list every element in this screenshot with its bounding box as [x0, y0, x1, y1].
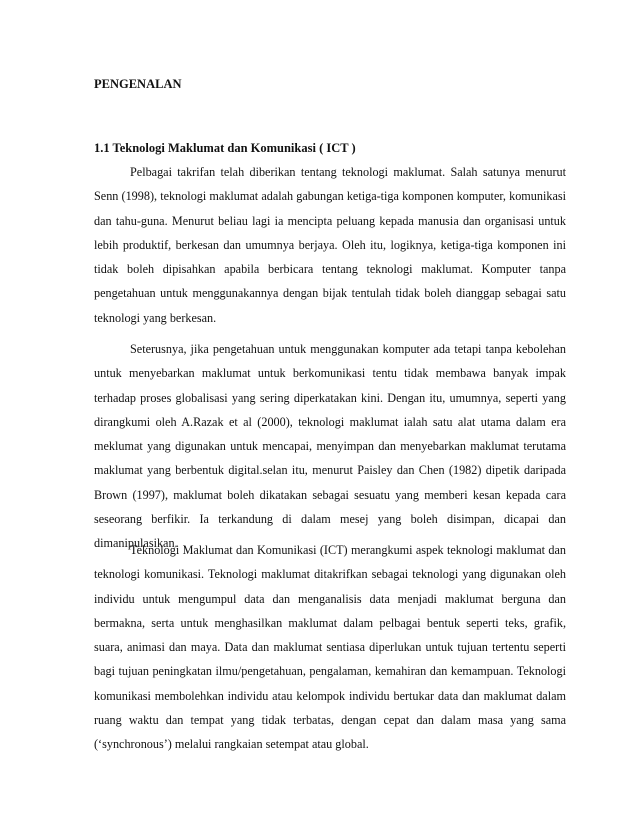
chapter-title: PENGENALAN	[94, 77, 182, 91]
paragraph-1: Pelbagai takrifan telah diberikan tentang teknologi maklumat. Salah satunya menurut Senn (1998), teknologi maklumat adalah gabungan ketiga-tiga komponen komputer, komunikasi dan tahu-guna. Menurut beliau lagi ia mencipta peluang kepada manusia dan organisasi untuk lebih produktif, berkesan dan umumnya berjaya. Oleh itu, logiknya, ketiga-tiga komponen ini tidak boleh dipisahkan apabila berbicara tentang teknologi maklumat. Komputer tanpa pengetahuan untuk menggunakannya dengan bijak tentulah tidak boleh dianggap sebagai satu teknologi yang berkesan.	[94, 165, 566, 325]
paragraph-2: Seterusnya, jika pengetahuan untuk menggunakan komputer ada tetapi tanpa kebolehan untuk menyebarkan maklumat untuk berkomunikasi tentu tidak membawa banyak impak terhadap proses globalisasi yang sering diperkatakan kini. Dengan itu, umumnya, seperti yang dirangkumi oleh A.Razak et al (2000), teknologi maklumat ialah satu alat utama dalam era meklumat yang digunakan untuk mencapai, menyimpan dan menyebarkan maklumat terutama maklumat yang berbentuk digital.selan itu, menurut Paisley dan Chen (1982) dipetik daripada Brown (1997), maklumat boleh dikatakan sebagai sesuatu yang memberi kesan kepada cara seseorang berfikir. Ia terkandung di dalam mesej yang boleh disimpan, dicapai dan dimanipulasikan.	[94, 342, 566, 550]
section-title: 1.1 Teknologi Maklumat dan Komunikasi ( ICT )	[94, 141, 356, 155]
paragraph-3: Teknologi Maklumat dan Komunikasi (ICT) merangkumi aspek teknologi maklumat dan teknologi komunikasi. Teknologi maklumat ditakrifkan sebagai teknologi yang digunakan oleh individu untuk mengumpul data dan menganalisis data menjadi maklumat berguna dan bermakna, serta untuk menghasilkan maklumat dalam pelbagai bentuk seperti teks, grafik, suara, animasi dan maya. Data dan maklumat sentiasa diperlukan untuk tujuan tertentu seperti bagi tujuan peningkatan ilmu/pengetahuan, pengalaman, kemahiran dan kemampuan. Teknologi komunikasi membolehkan individu atau kelompok individu bertukar data dan maklumat dalam ruang waktu dan tempat yang tidak terbatas, dengan cepat dan dalam masa yang sama (‘synchronous’) melalui rangkaian setempat atau global.	[94, 543, 566, 751]
